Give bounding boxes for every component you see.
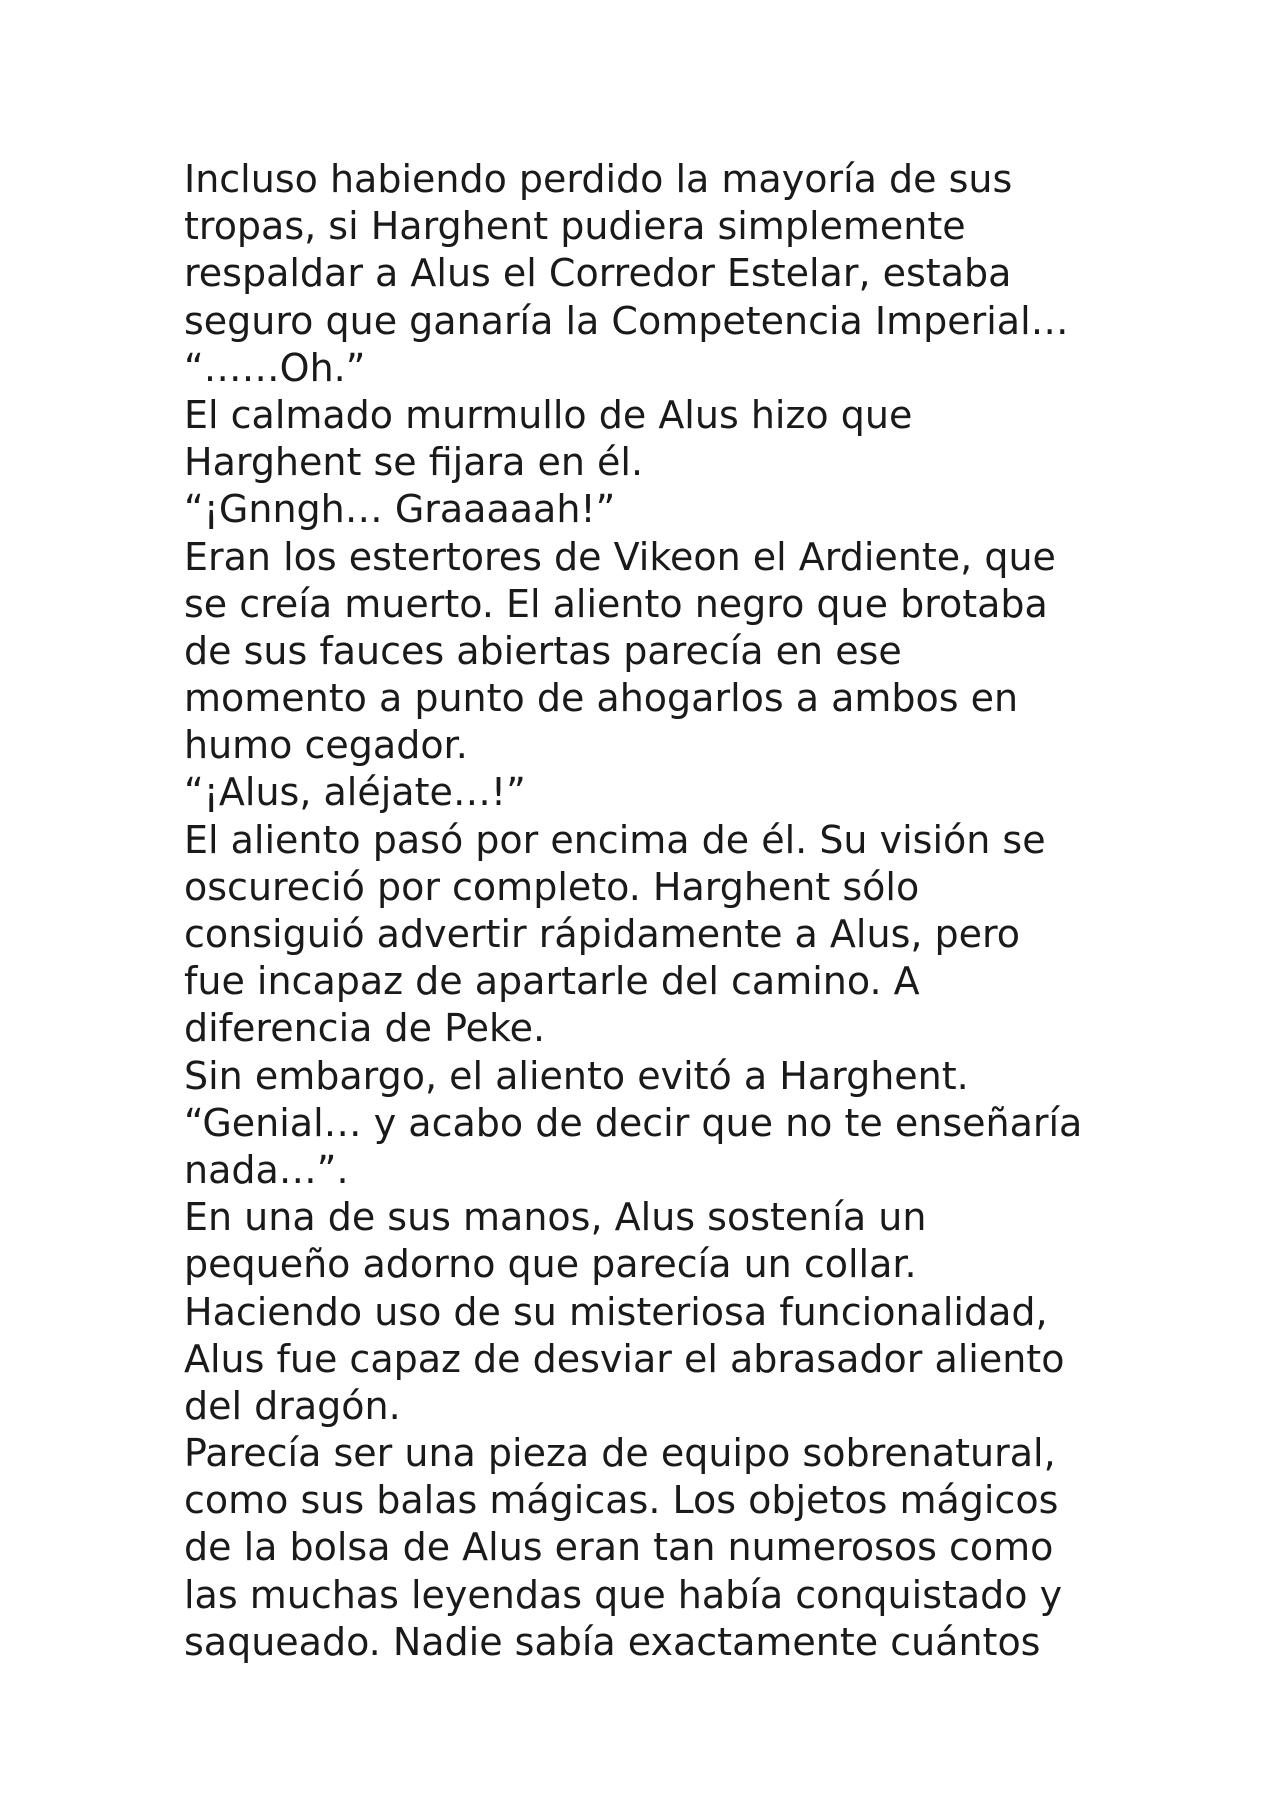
body-text [184, 156, 1144, 1666]
text-line: seguro que ganaría la Competencia Imperial… [184, 298, 1069, 343]
text-line: El calmado murmullo de Alus hizo que [184, 392, 913, 437]
text-line: Parecía ser una pieza de equipo sobrenatural, [184, 1431, 1056, 1476]
text-line: En una de sus manos, Alus sostenía un [184, 1195, 927, 1240]
text-line: las muchas leyendas que había conquistado y [184, 1572, 1063, 1617]
text-line: fue incapaz de apartarle del camino. A [184, 959, 920, 1004]
text-line: “Genial… y acabo de decir que no te enseñaría [184, 1100, 1083, 1145]
text-line: diferencia de Peke. [184, 1006, 546, 1051]
text-line: oscureció por completo. Harghent sólo [184, 864, 920, 909]
text-line: como sus balas mágicas. Los objetos mágicos [184, 1478, 1059, 1523]
text-line: saqueado. Nadie sabía exactamente cuántos [184, 1619, 1041, 1664]
text-line: Alus fue capaz de desviar el abrasador aliento [184, 1336, 1065, 1381]
text-line: Haciendo uso de su misteriosa funcionalidad, [184, 1289, 1048, 1334]
text-line: “……Oh.” [184, 345, 366, 390]
text-line: “¡Alus, aléjate…!” [184, 770, 526, 815]
text-line: de sus fauces abiertas parecía en ese [184, 628, 902, 673]
text-line: Sin embargo, el aliento evitó a Harghent. [184, 1053, 969, 1098]
text-line: tropas, si Harghent pudiera simplemente [184, 204, 966, 249]
text-line: humo cegador. [184, 723, 468, 768]
text-line: Harghent se fijara en él. [184, 440, 644, 485]
text-line: se creía muerto. El aliento negro que brotaba [184, 581, 1048, 626]
text-line: momento a punto de ahogarlos a ambos en [184, 676, 1019, 721]
text-line: del dragón. [184, 1383, 401, 1428]
text-line: El aliento pasó por encima de él. Su visión se [184, 817, 1046, 862]
text-line: consiguió advertir rápidamente a Alus, pero [184, 912, 1021, 956]
text-line: pequeño adorno que parecía un collar. [184, 1242, 917, 1287]
text-line: “¡Gnngh… Graaaaah!” [184, 487, 616, 532]
text-line: Eran los estertores de Vikeon el Ardiente, que [184, 534, 1056, 579]
text-line: respaldar a Alus el Corredor Estelar, estaba [184, 251, 1012, 296]
text-line: nada…”. [184, 1147, 349, 1192]
text-line: Incluso habiendo perdido la mayoría de sus [184, 157, 1013, 201]
text-line: de la bolsa de Alus eran tan numerosos como [184, 1525, 1054, 1570]
